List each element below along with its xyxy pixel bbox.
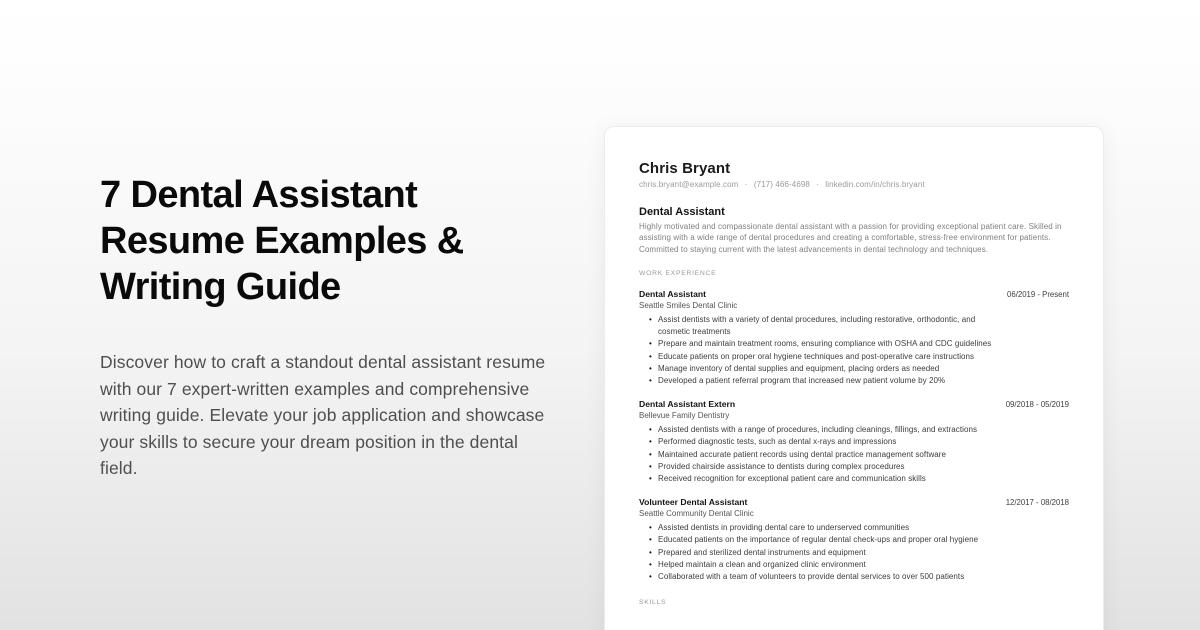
job-bullet: • Performed diagnostic tests, such as dental x-rays and impressions (649, 436, 1001, 448)
page-description: Discover how to craft a standout dental assistant resume with our 7 expert-written examples and comprehensive writing guide. Elevate your job application and showcase your skills to secure your dream position in the dental field. (100, 352, 546, 478)
job-bullet-list (649, 522, 1001, 583)
job-company: Bellevue Family Dentistry (639, 411, 730, 421)
job-bullet: • Manage inventory of dental supplies and equipment, placing orders as needed (649, 363, 1001, 375)
job-bullet: • Collaborated with a team of volunteers to provide dental services to over 500 patients (649, 571, 1001, 583)
job-bullet: • Prepared and sterilized dental instruments and equipment (649, 547, 1001, 559)
resume-headline: Dental Assistant (639, 206, 725, 218)
page-title-line: 7 Dental Assistant (100, 174, 418, 216)
job-entry (639, 289, 1069, 387)
job-bullet-list (649, 424, 1001, 485)
job-bullet: • Received recognition for exceptional patient care and communication skills (649, 473, 1001, 485)
job-title: Volunteer Dental Assistant (639, 497, 748, 508)
job-bullet: • Helped maintain a clean and organized clinic environment (649, 559, 1001, 571)
contact-separator: · (816, 180, 820, 189)
job-header (639, 289, 1069, 299)
job-bullet: • Maintained accurate patient records using dental practice management software (649, 449, 1001, 461)
section-label-skills: SKILLS (639, 599, 667, 607)
hero-text-block (100, 172, 575, 482)
job-title: Dental Assistant Extern (639, 399, 736, 410)
page-title-line: Resume Examples & (100, 220, 464, 262)
resume-contact-linkedin: linkedin.com/in/chris.bryant (825, 180, 925, 189)
resume-contact-email: chris.bryant@example.com (639, 180, 739, 189)
resume-summary: Highly motivated and compassionate dental assistant with a passion for providing exceptional patient care. Skilled in assisting with a wide range of dental procedures and creating a comfortable, stress-free environment for patients. Committed to staying current with the latest advancements in dental technology and techniques. (639, 222, 1062, 254)
job-bullet: • Educated patients on the importance of regular dental check-ups and proper oral hygiene (649, 534, 1001, 546)
resume-contact-phone: (717) 466-4698 (753, 180, 810, 189)
contact-separator: · (744, 180, 748, 189)
job-bullet: • Assisted dentists with a range of procedures, including cleanings, fillings, and extractions (649, 424, 1001, 436)
job-title: Dental Assistant (639, 288, 707, 299)
job-bullet: • Educate patients on proper oral hygiene techniques and post-operative care instructions (649, 351, 1001, 363)
job-header (639, 497, 1069, 507)
job-entry (639, 497, 1069, 583)
job-dates: 06/2019 - Present (1007, 289, 1069, 299)
job-bullet: • Developed a patient referral program that increased new patient volume by 20% (649, 375, 1001, 387)
job-dates: 09/2018 - 05/2019 (1005, 400, 1069, 410)
job-entry (639, 399, 1069, 485)
page-title (100, 172, 575, 310)
job-company: Seattle Community Dental Clinic (639, 509, 754, 519)
job-dates: 12/2017 - 08/2018 (1005, 498, 1069, 508)
page-title-line: Writing Guide (100, 266, 341, 308)
job-header (639, 399, 1069, 409)
section-label-work-experience: WORK EXPERIENCE (639, 269, 717, 277)
job-bullet-list (649, 314, 1001, 387)
job-bullet: • Assist dentists with a variety of dental procedures, including restorative, orthodontic, and cosmetic treatments (649, 314, 1001, 338)
job-bullet: • Prepare and maintain treatment rooms, ensuring compliance with OSHA and CDC guidelines (649, 338, 1001, 350)
job-company: Seattle Smiles Dental Clinic (639, 300, 738, 310)
job-bullet: • Provided chairside assistance to dentists during complex procedures (649, 461, 1001, 473)
resume-contact-line (639, 180, 1069, 189)
job-bullet: • Assisted dentists in providing dental care to underserved communities (649, 522, 1001, 534)
resume-name: Chris Bryant (639, 160, 731, 177)
resume-preview-card (604, 126, 1104, 630)
